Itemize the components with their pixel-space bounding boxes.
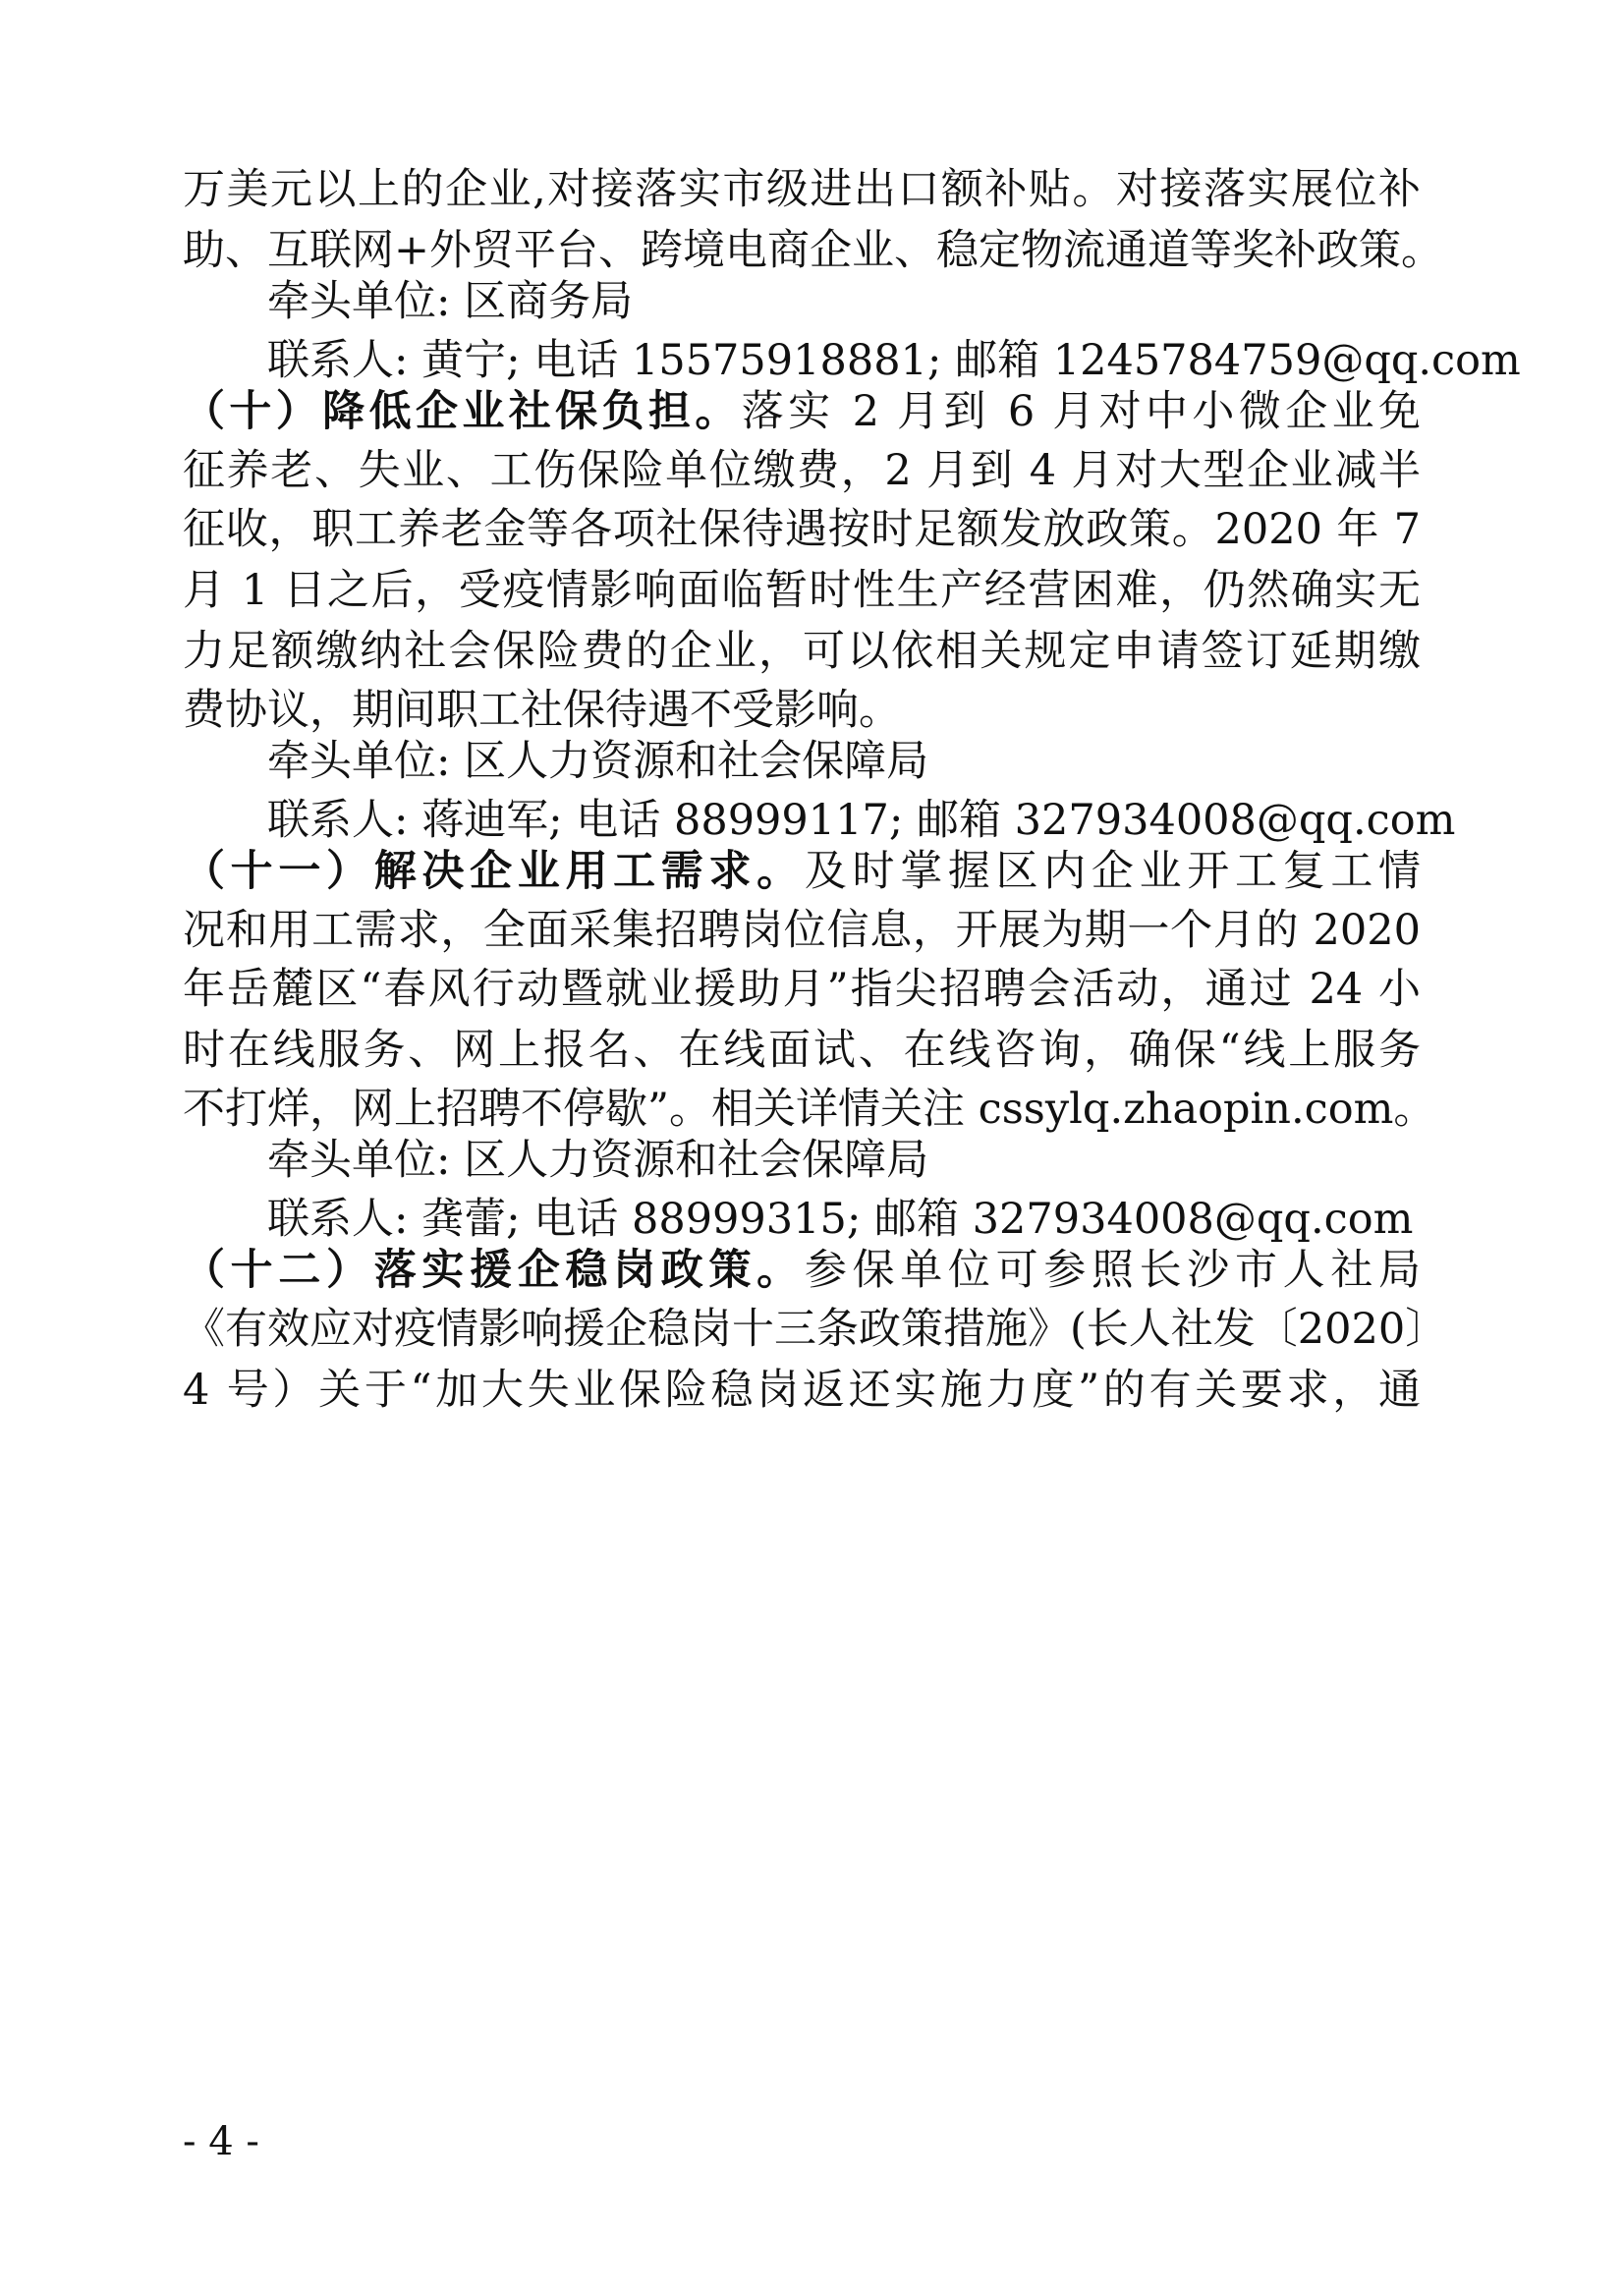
body-text-line: 助、互联网+外贸平台、跨境电商企业、稳定物流通道等奖补政策。	[183, 226, 1444, 275]
lead-unit-label: 牵头单位: 区商务局	[267, 277, 634, 326]
body-text-line: 年岳麓区“春风行动暨就业援助月”指尖招聘会活动，通过 24 小	[183, 965, 1421, 1014]
body-text-line: 万美元以上的企业,对接落实市级进出口额补贴。对接落实展位补	[183, 165, 1421, 214]
body-text-line: 不打烊，网上招聘不停歇”。相关详情关注 cssylq.zhaopin.com。	[183, 1085, 1436, 1134]
body-text-line: 征养老、失业、工伤保险单位缴费，2 月到 4 月对大型企业减半	[183, 446, 1421, 495]
section-heading: （十）降低企业社保负担。	[183, 387, 742, 436]
contact-line: 联系人: 龚蕾; 电话 88999315; 邮箱 327934008@qq.com	[267, 1195, 1414, 1244]
body-text-line: 时在线服务、网上报名、在线面试、在线咨询，确保“线上服务	[183, 1026, 1421, 1075]
section-paragraph-line	[183, 1241, 1421, 1300]
body-text-line: 《有效应对疫情影响援企稳岗十三条政策措施》(长人社发〔2020〕	[183, 1305, 1448, 1354]
section-heading: （十二）落实援企稳岗政策。	[183, 1246, 805, 1295]
section-paragraph-line	[183, 842, 1421, 901]
body-text-line: 力足额缴纳社会保险费的企业，可以依相关规定申请签订延期缴	[183, 627, 1421, 676]
contact-line: 联系人: 黄宁; 电话 15575918881; 邮箱 1245784759@qq.com	[267, 336, 1521, 385]
lead-unit-label: 牵头单位: 区人力资源和社会保障局	[267, 737, 929, 786]
body-text-line: 费协议，期间职工社保待遇不受影响。	[183, 686, 901, 735]
body-text-line: 月 1 日之后，受疫情影响面临暂时性生产经营困难，仍然确实无	[183, 566, 1421, 615]
body-text-line: 4 号）关于“加大失业保险稳岗返还实施力度”的有关要求，通	[183, 1366, 1421, 1415]
body-text-line: 况和用工需求，全面采集招聘岗位信息，开展为期一个月的 2020	[183, 906, 1421, 955]
section-paragraph-line	[183, 382, 1421, 441]
body-text-line: 征收，职工养老金等各项社保待遇按时足额发放政策。2020 年 7	[183, 505, 1421, 554]
section-heading: （十一）解决企业用工需求。	[183, 847, 805, 896]
section-text: 及时掌握区内企业开工复工情	[804, 847, 1422, 896]
lead-unit-label: 牵头单位: 区人力资源和社会保障局	[267, 1136, 929, 1185]
section-text: 落实 2 月到 6 月对中小微企业免	[741, 387, 1422, 436]
contact-line: 联系人: 蒋迪军; 电话 88999117; 邮箱 327934008@qq.com	[267, 796, 1456, 845]
page-number: - 4 -	[183, 2119, 259, 2164]
section-text: 参保单位可参照长沙市人社局	[804, 1246, 1422, 1295]
